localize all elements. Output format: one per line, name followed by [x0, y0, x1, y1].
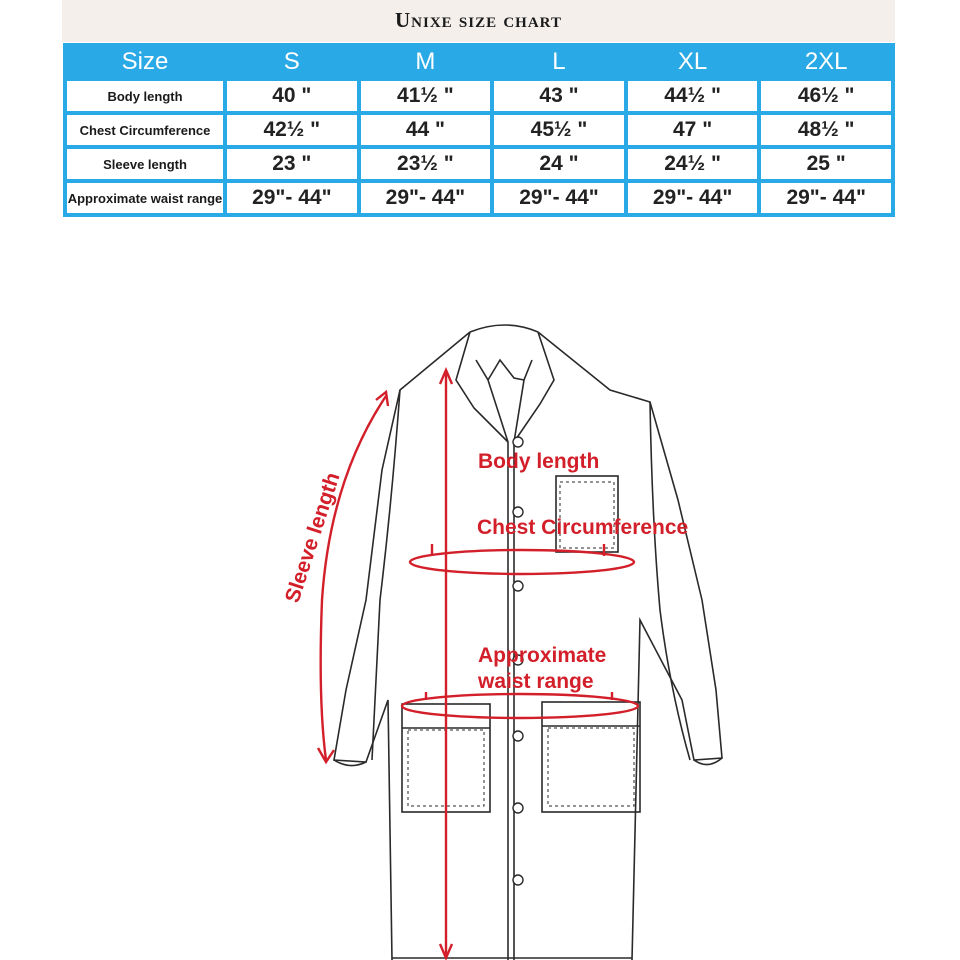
- header-m: M: [361, 47, 491, 77]
- table-cell: 45½ ": [494, 115, 624, 145]
- button-icon: [513, 803, 523, 813]
- body-length-label: Body length: [478, 450, 600, 473]
- chest-line: [410, 550, 634, 574]
- table-cell: 44½ ": [628, 81, 758, 111]
- waist-line: [402, 694, 638, 718]
- table-cell: 24 ": [494, 149, 624, 179]
- button-icon: [513, 437, 523, 447]
- row-label: Chest Circumference: [67, 115, 223, 145]
- header-s: S: [227, 47, 357, 77]
- button-icon: [513, 875, 523, 885]
- table-cell: 44 ": [361, 115, 491, 145]
- table-cell: 29"- 44": [628, 183, 758, 213]
- header-xl: XL: [628, 47, 758, 77]
- chart-title: Unixe size chart: [394, 8, 562, 32]
- table-cell: 43 ": [494, 81, 624, 111]
- row-label: Approximate waist range: [67, 183, 223, 213]
- table-cell: 42½ ": [227, 115, 357, 145]
- table-cell: 29"- 44": [361, 183, 491, 213]
- table-cell: 29"- 44": [761, 183, 891, 213]
- button-icon: [513, 731, 523, 741]
- header-l: L: [494, 47, 624, 77]
- header-2xl: 2XL: [761, 47, 891, 77]
- table-cell: 29"- 44": [227, 183, 357, 213]
- lab-coat-outline: [334, 325, 722, 960]
- row-label: Body length: [67, 81, 223, 111]
- table-cell: 46½ ": [761, 81, 891, 111]
- waist-range-label-line1: Approximate: [478, 644, 607, 667]
- table-cell: 48½ ": [761, 115, 891, 145]
- table-cell: 29"- 44": [494, 183, 624, 213]
- table-cell: 41½ ": [361, 81, 491, 111]
- table-cell: 23 ": [227, 149, 357, 179]
- table-cell: 24½ ": [628, 149, 758, 179]
- table-cell: 40 ": [227, 81, 357, 111]
- button-icon: [513, 581, 523, 591]
- chest-circumference-label: Chest Circumference: [477, 516, 689, 539]
- table-cell: 25 ": [761, 149, 891, 179]
- table-cell: 47 ": [628, 115, 758, 145]
- row-label: Sleeve length: [67, 149, 223, 179]
- header-size: Size: [67, 47, 223, 77]
- sleeve-length-label: Sleeve length: [280, 469, 345, 606]
- waist-range-label-line2: waist range: [478, 670, 594, 693]
- sleeve-length-line: [321, 396, 386, 760]
- table-cell: 23½ ": [361, 149, 491, 179]
